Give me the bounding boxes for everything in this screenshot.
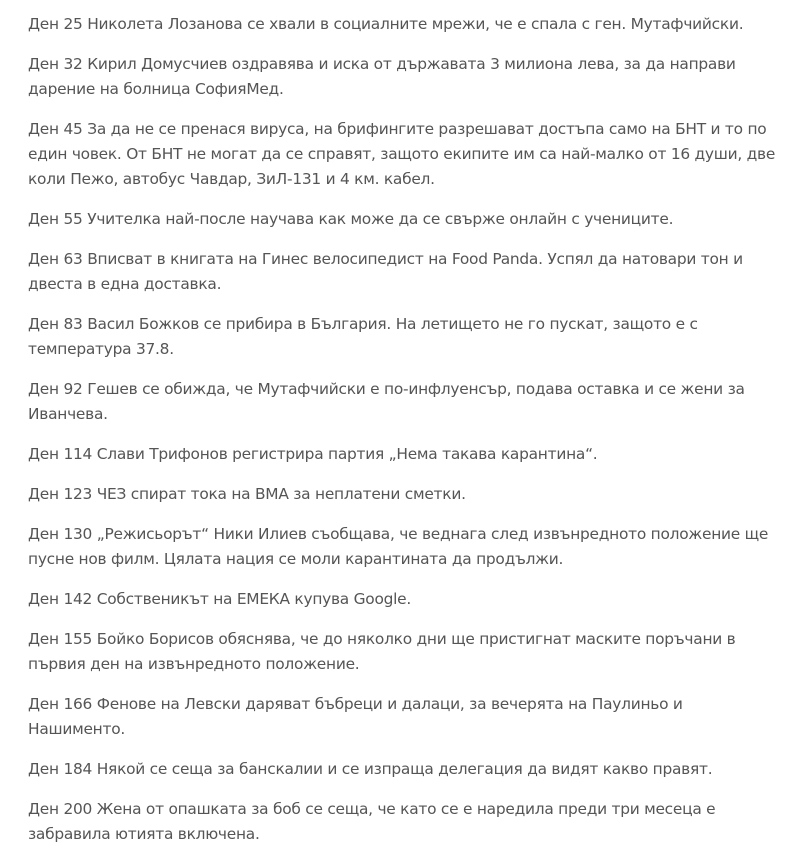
list-item: [28, 312, 783, 362]
entry-day: Ден 63: [28, 250, 83, 268]
list-item: [28, 52, 783, 102]
entry-text: „Режисьорът“ Ники Илиев съобщава, че веднага след извънредното положение ще пусне нов филм. Цялата нация се моли карантината да продължи.: [28, 525, 769, 568]
entry-day: Ден 155: [28, 630, 93, 648]
entry-day: Ден 92: [28, 380, 83, 398]
entry-text: Васил Божков се прибира в България. На летището не го пускат, защото е с температура 37.8.: [28, 315, 698, 358]
entry-text: Учителка най-после научава как може да се свърже онлайн с учениците.: [87, 210, 674, 228]
list-item: [28, 587, 783, 612]
list-item: [28, 117, 783, 192]
entry-text: Жена от опашката за боб се сеща, че като се е наредила преди три месеца е забравила ютията включена.: [28, 800, 716, 843]
entry-text: Николета Лозанова се хвали в социалните мрежи, че е спала с ген. Мутафчийски.: [87, 15, 744, 33]
entry-day: Ден 184: [28, 760, 93, 778]
entry-text: Вписват в книгата на Гинес велосипедист на Food Panda. Успял да натовари тон и двеста в една доставка.: [28, 250, 743, 293]
list-item: [28, 377, 783, 427]
list-item: [28, 522, 783, 572]
entry-text: Слави Трифонов регистрира партия „Нема такава карантина“.: [96, 445, 598, 463]
entry-text: Бойко Борисов обяснява, че до няколко дни ще пристигнат маските поръчани в първия ден на извънредното положение.: [28, 630, 736, 673]
list-item: [28, 12, 783, 37]
entry-text: Фенове на Левски даряват бъбреци и далаци, за вечерята на Паулиньо и Нашименто.: [28, 695, 683, 738]
entry-text: Кирил Домусчиев оздравява и иска от държавата 3 милиона лева, за да направи дарение на болница СофияМед.: [28, 55, 736, 98]
entry-day: Ден 114: [28, 445, 93, 463]
entry-day: Ден 166: [28, 695, 93, 713]
entry-day: Ден 32: [28, 55, 83, 73]
entry-text: Някой се сеща за банскалии и се изпраща делегация да видят какво правят.: [96, 760, 713, 778]
list-item: [28, 482, 783, 507]
entry-text: Гешев се обижда, че Мутафчийски е по-инфлуенсър, подава оставка и се жени за Иванчева.: [28, 380, 745, 423]
entry-day: Ден 123: [28, 485, 93, 503]
entry-day: Ден 200: [28, 800, 93, 818]
entry-text: Собственикът на ЕМЕКА купува Google.: [96, 590, 412, 608]
list-item: [28, 797, 783, 847]
entry-day: Ден 45: [28, 120, 83, 138]
list-item: [28, 692, 783, 742]
entry-day: Ден 55: [28, 210, 83, 228]
list-item: [28, 247, 783, 297]
entry-day: Ден 83: [28, 315, 83, 333]
entry-text: ЧЕЗ спират тока на ВМА за неплатени сметки.: [96, 485, 466, 503]
entry-day: Ден 142: [28, 590, 93, 608]
list-item: [28, 627, 783, 677]
entry-day: Ден 25: [28, 15, 83, 33]
list-item: [28, 207, 783, 232]
entry-text: За да не се пренася вируса, на брифингите разрешават достъпа само на БНТ и то по един човек. От БНТ не могат да се справят, защото екипите им са най-малко от 16 души, две коли Пежо, автобус Чавдар, ЗиЛ-131 и 4 км. кабел.: [28, 120, 776, 188]
entry-day: Ден 130: [28, 525, 93, 543]
list-item: [28, 442, 783, 467]
list-item: [28, 757, 783, 782]
